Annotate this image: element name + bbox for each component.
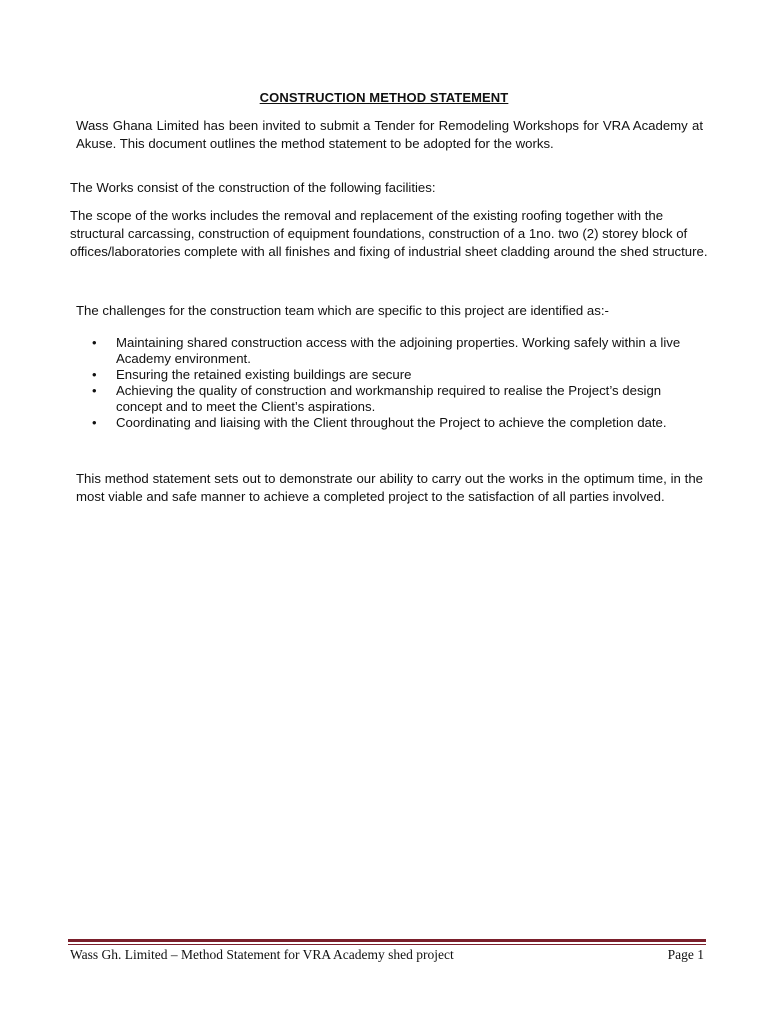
challenge-text: Coordinating and liaising with the Client throughout the Project to achieve the completion date. [116, 415, 667, 430]
bullet-icon: • [92, 335, 97, 350]
list-item [76, 383, 706, 415]
challenge-text: Ensuring the retained existing buildings are secure [116, 367, 412, 382]
list-item [76, 415, 706, 431]
page-number: Page 1 [667, 947, 704, 962]
challenges-intro-paragraph: The challenges for the construction team which are specific to this project are identified as:- [76, 303, 609, 318]
document-title: CONSTRUCTION METHOD STATEMENT [259, 90, 509, 105]
bullet-icon: • [92, 415, 97, 430]
bullet-icon: • [92, 367, 97, 382]
conclusion-paragraph: This method statement sets out to demonstrate our ability to carry out the works in the optimum time, in the most viable and safe manner to achieve a completed project to the satisfaction of all parties involved. [76, 471, 703, 504]
scope-paragraph: The scope of the works includes the removal and replacement of the existing roofing together with the structural carcassing, construction of equipment foundations, construction of a 1no. two (2) storey block of offices/laboratories complete with all finishes and fixing of industrial sheet cladding around the shed structure. [70, 208, 708, 259]
bullet-icon: • [92, 383, 97, 398]
challenge-text: Maintaining shared construction access with the adjoining properties. Working safely within a live Academy environment. [116, 335, 681, 366]
footer-text: Wass Gh. Limited – Method Statement for VRA Academy shed project [70, 947, 454, 962]
footer-rule-thick [68, 939, 706, 942]
challenge-text: Achieving the quality of construction and workmanship required to realise the Project’s design concept and to meet the Client’s aspirations. [116, 383, 662, 414]
works-consist-paragraph: The Works consist of the construction of the following facilities: [70, 180, 436, 195]
footer-rule-thin [68, 944, 706, 945]
list-item [76, 335, 706, 367]
list-item [76, 367, 706, 383]
intro-paragraph: Wass Ghana Limited has been invited to submit a Tender for Remodeling Workshops for VRA Academy at Akuse. This document outlines the method statement to be adopted for the works. [76, 118, 703, 151]
challenges-list [76, 335, 706, 431]
